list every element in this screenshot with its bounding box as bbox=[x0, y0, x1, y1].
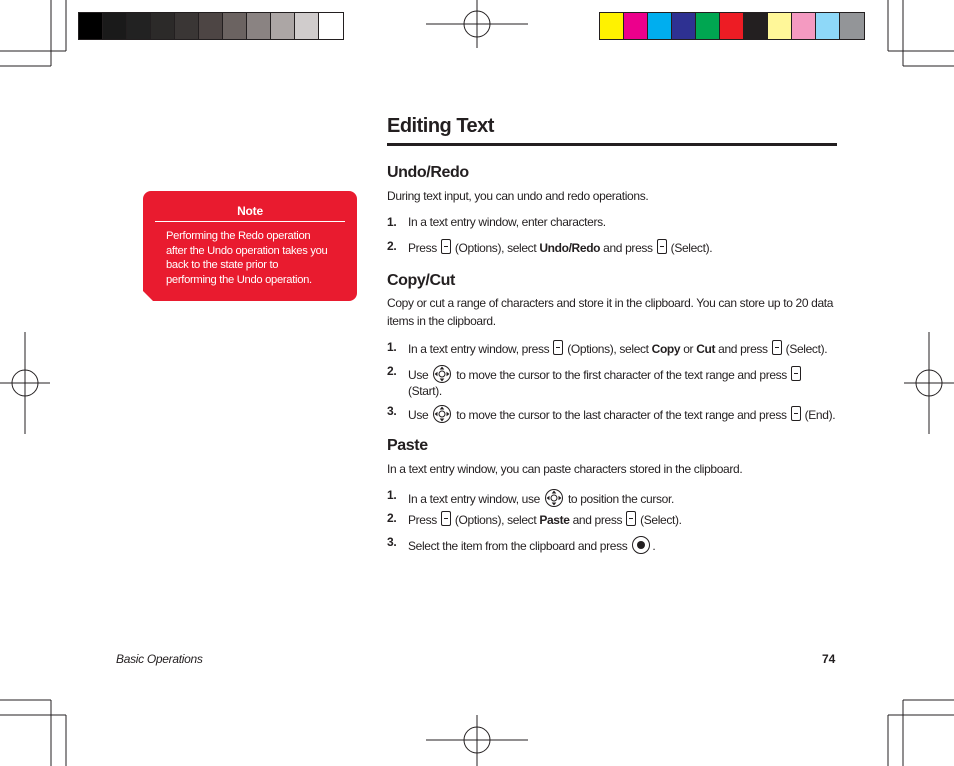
navigation-key-icon bbox=[544, 488, 564, 508]
note-divider bbox=[155, 221, 345, 222]
step-text: In a text entry window, press (Options), select Copy or Cut and press (Select). bbox=[408, 342, 828, 356]
step-text: Use to move the cursor to the first character of the text range and press (Start). bbox=[408, 364, 818, 398]
page-number: 74 bbox=[822, 652, 836, 666]
center-select-key-icon bbox=[631, 535, 651, 555]
step-text: Press (Options), select Paste and press (Select). bbox=[408, 513, 682, 527]
section-heading-paste: Paste bbox=[387, 437, 428, 454]
color-swatch bbox=[600, 13, 624, 39]
step-number: 3. bbox=[387, 404, 397, 418]
color-swatch bbox=[744, 13, 768, 39]
navigation-key-icon bbox=[432, 364, 452, 384]
step-text: Use to move the cursor to the last character of the text range and press (End). bbox=[408, 404, 838, 424]
color-swatch bbox=[648, 13, 672, 39]
softkey-icon bbox=[626, 511, 636, 526]
color-swatch bbox=[840, 13, 864, 39]
undo-intro: During text input, you can undo and redo operations. bbox=[387, 189, 649, 203]
color-swatch bbox=[696, 13, 720, 39]
step-text: In a text entry window, enter characters. bbox=[408, 215, 606, 229]
note-body: Performing the Redo operation after the Undo operation takes you back to the state prior to performing the Undo operation. bbox=[166, 230, 328, 286]
step-text: Select the item from the clipboard and press . bbox=[408, 535, 838, 555]
color-swatch bbox=[768, 13, 792, 39]
color-swatch bbox=[295, 13, 319, 39]
softkey-icon bbox=[553, 340, 563, 355]
step-number: 1. bbox=[387, 488, 397, 502]
note-box bbox=[143, 191, 357, 301]
color-swatch bbox=[792, 13, 816, 39]
softkey-icon bbox=[791, 406, 801, 421]
navigation-key-icon bbox=[432, 404, 452, 424]
softkey-icon bbox=[791, 366, 801, 381]
color-swatch bbox=[199, 13, 223, 39]
color-swatch bbox=[816, 13, 840, 39]
softkey-icon bbox=[657, 239, 667, 254]
color-swatch bbox=[127, 13, 151, 39]
color-swatch bbox=[151, 13, 175, 39]
title-divider bbox=[387, 143, 837, 146]
color-swatch bbox=[79, 13, 103, 39]
softkey-icon bbox=[441, 239, 451, 254]
color-swatch bbox=[223, 13, 247, 39]
color-swatch bbox=[672, 13, 696, 39]
color-swatch bbox=[720, 13, 744, 39]
step-number: 1. bbox=[387, 340, 397, 354]
section-heading-undo-redo: Undo/Redo bbox=[387, 164, 469, 181]
step-number: 2. bbox=[387, 364, 397, 378]
step-text: In a text entry window, use to position the cursor. bbox=[408, 488, 838, 508]
color-swatch bbox=[271, 13, 295, 39]
paste-intro: In a text entry window, you can paste characters stored in the clipboard. bbox=[387, 462, 743, 476]
color-swatch bbox=[103, 13, 127, 39]
softkey-icon bbox=[772, 340, 782, 355]
grayscale-color-bar bbox=[78, 12, 344, 40]
color-swatch bbox=[175, 13, 199, 39]
step-number: 1. bbox=[387, 215, 397, 229]
step-number: 2. bbox=[387, 511, 397, 525]
copy-intro: Copy or cut a range of characters and store it in the clipboard. You can store up to 20 data items in the clipboard. bbox=[387, 296, 834, 328]
footer-section-name: Basic Operations bbox=[116, 652, 203, 666]
softkey-icon bbox=[441, 511, 451, 526]
step-text: Press (Options), select Undo/Redo and press (Select). bbox=[408, 241, 713, 255]
section-heading-copy-cut: Copy/Cut bbox=[387, 272, 455, 289]
color-swatch bbox=[247, 13, 271, 39]
color-swatch bbox=[319, 13, 343, 39]
page-title: Editing Text bbox=[387, 115, 494, 137]
step-number: 3. bbox=[387, 535, 397, 549]
note-title: Note bbox=[237, 204, 263, 218]
color-swatch bbox=[624, 13, 648, 39]
step-number: 2. bbox=[387, 239, 397, 253]
process-color-bar bbox=[599, 12, 865, 40]
